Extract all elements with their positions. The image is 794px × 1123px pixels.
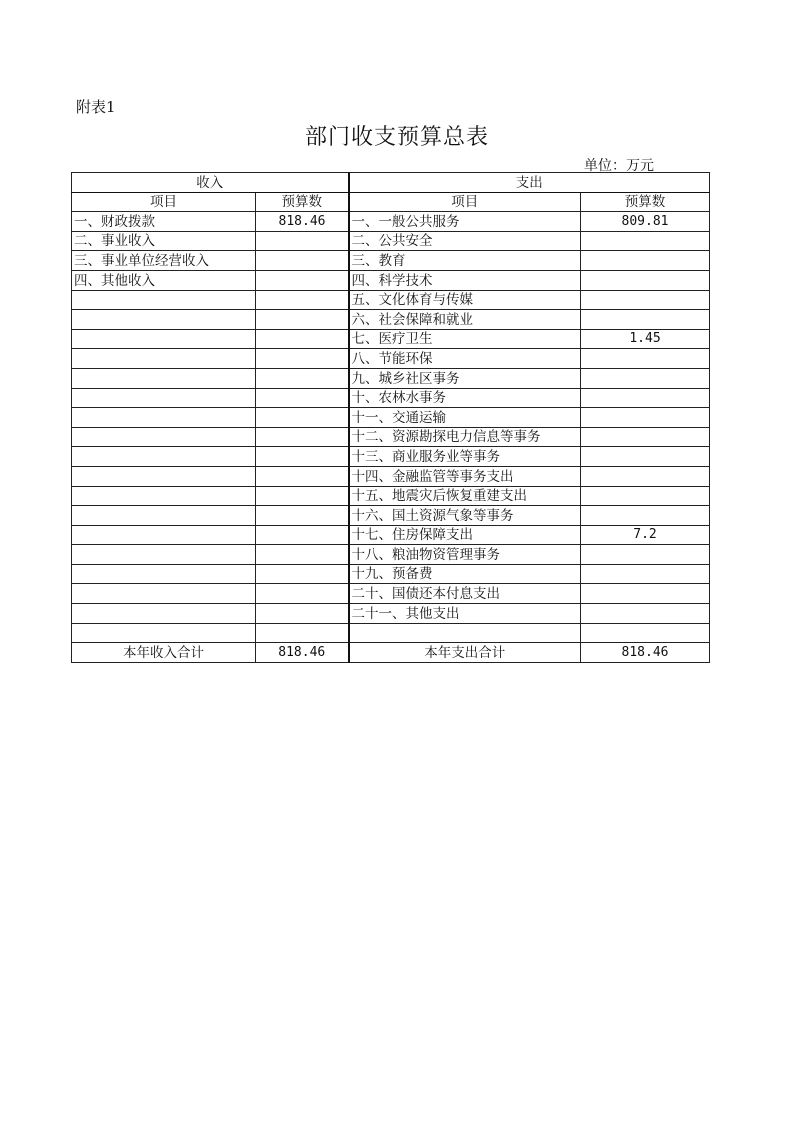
expense-item-cell: 十二、资源勘探电力信息等事务	[349, 427, 581, 447]
table-row	[72, 604, 710, 624]
expense-amount-header: 预算数	[581, 192, 710, 212]
table-row	[72, 310, 710, 330]
expense-item-cell: 十五、地震灾后恢复重建支出	[349, 486, 581, 506]
table-row	[72, 447, 710, 467]
table-row	[72, 270, 710, 290]
expense-item-cell: 十三、商业服务业等事务	[349, 447, 581, 467]
income-item-cell: 一、财政拨款	[72, 212, 256, 232]
expense-amount-cell	[581, 545, 710, 565]
income-item-cell	[72, 525, 256, 545]
expense-item-cell: 十、农林水事务	[349, 388, 581, 408]
income-amount-cell	[256, 427, 349, 447]
income-total-label: 本年收入合计	[72, 643, 256, 663]
income-item-cell: 二、事业收入	[72, 231, 256, 251]
attachment-label: 附表1	[76, 98, 116, 116]
expense-amount-cell	[581, 466, 710, 486]
income-item-cell	[72, 466, 256, 486]
expense-amount-cell: 1.45	[581, 329, 710, 349]
expense-amount-cell	[581, 427, 710, 447]
income-amount-cell	[256, 564, 349, 584]
table-row	[72, 368, 710, 388]
income-item-header: 项目	[72, 192, 256, 212]
income-item-cell	[72, 584, 256, 604]
expense-amount-cell	[581, 604, 710, 624]
expense-amount-cell	[581, 388, 710, 408]
table-row	[72, 231, 710, 251]
expense-amount-cell: 809.81	[581, 212, 710, 232]
expense-item-cell: 五、文化体育与传媒	[349, 290, 581, 310]
income-amount-cell	[256, 231, 349, 251]
expense-amount-cell	[581, 506, 710, 526]
income-amount-cell	[256, 447, 349, 467]
expense-item-cell: 十四、金融监管等事务支出	[349, 466, 581, 486]
table-row	[72, 408, 710, 428]
income-group-header: 收入	[72, 173, 349, 193]
expense-amount-cell	[581, 290, 710, 310]
expense-amount-cell	[581, 564, 710, 584]
table-row	[72, 251, 710, 271]
expense-item-cell: 十一、交通运输	[349, 408, 581, 428]
expense-item-header: 项目	[349, 192, 581, 212]
expense-item-cell: 二十一、其他支出	[349, 604, 581, 624]
table-row	[72, 564, 710, 584]
expense-item-cell: 十八、粮油物资管理事务	[349, 545, 581, 565]
expense-item-cell: 十九、预备费	[349, 564, 581, 584]
table-row	[72, 349, 710, 369]
income-amount-cell	[256, 623, 349, 643]
expense-item-cell: 四、科学技术	[349, 270, 581, 290]
totals-row	[72, 643, 710, 663]
income-amount-cell: 818.46	[256, 212, 349, 232]
page-title: 部门收支预算总表	[304, 125, 489, 150]
expense-amount-cell	[581, 584, 710, 604]
table-row	[72, 388, 710, 408]
expense-amount-cell	[581, 486, 710, 506]
income-item-cell	[72, 329, 256, 349]
expense-amount-cell	[581, 623, 710, 643]
table-row	[72, 212, 710, 232]
expense-item-cell: 一、一般公共服务	[349, 212, 581, 232]
expense-amount-cell	[581, 270, 710, 290]
income-item-cell	[72, 623, 256, 643]
expense-item-cell: 七、医疗卫生	[349, 329, 581, 349]
income-item-cell	[72, 349, 256, 369]
table-row	[72, 466, 710, 486]
income-amount-cell	[256, 545, 349, 565]
expense-item-cell: 十六、国土资源气象等事务	[349, 506, 581, 526]
income-amount-cell	[256, 329, 349, 349]
expense-amount-cell	[581, 349, 710, 369]
income-amount-cell	[256, 486, 349, 506]
income-item-cell	[72, 427, 256, 447]
expense-total-label: 本年支出合计	[349, 643, 581, 663]
income-amount-header: 预算数	[256, 192, 349, 212]
income-item-cell	[72, 310, 256, 330]
income-item-cell	[72, 388, 256, 408]
income-amount-cell	[256, 349, 349, 369]
income-item-cell: 三、事业单位经营收入	[72, 251, 256, 271]
income-amount-cell	[256, 290, 349, 310]
expense-item-cell	[349, 623, 581, 643]
budget-table	[71, 172, 710, 663]
expense-amount-cell	[581, 447, 710, 467]
expense-item-cell: 六、社会保障和就业	[349, 310, 581, 330]
income-item-cell	[72, 545, 256, 565]
group-header-row	[72, 173, 710, 193]
expense-item-cell: 二、公共安全	[349, 231, 581, 251]
table-row	[72, 427, 710, 447]
income-amount-cell	[256, 368, 349, 388]
income-item-cell	[72, 506, 256, 526]
income-total-amount: 818.46	[256, 643, 349, 663]
income-amount-cell	[256, 251, 349, 271]
income-amount-cell	[256, 466, 349, 486]
income-amount-cell	[256, 584, 349, 604]
table-row	[72, 525, 710, 545]
income-amount-cell	[256, 310, 349, 330]
income-amount-cell	[256, 506, 349, 526]
income-item-cell: 四、其他收入	[72, 270, 256, 290]
unit-label: 单位：万元	[584, 158, 654, 174]
income-amount-cell	[256, 388, 349, 408]
expense-item-cell: 二十、国债还本付息支出	[349, 584, 581, 604]
expense-amount-cell	[581, 310, 710, 330]
expense-item-cell: 三、教育	[349, 251, 581, 271]
income-amount-cell	[256, 270, 349, 290]
income-item-cell	[72, 564, 256, 584]
income-item-cell	[72, 368, 256, 388]
table-row	[72, 623, 710, 643]
income-item-cell	[72, 486, 256, 506]
table-row	[72, 584, 710, 604]
expense-amount-cell	[581, 251, 710, 271]
expense-group-header: 支出	[349, 173, 710, 193]
income-item-cell	[72, 447, 256, 467]
income-item-cell	[72, 408, 256, 428]
income-amount-cell	[256, 525, 349, 545]
expense-amount-cell	[581, 368, 710, 388]
income-item-cell	[72, 290, 256, 310]
table-row	[72, 329, 710, 349]
budget-table-body	[72, 173, 710, 663]
income-amount-cell	[256, 604, 349, 624]
column-header-row	[72, 192, 710, 212]
expense-item-cell: 八、节能环保	[349, 349, 581, 369]
expense-amount-cell: 7.2	[581, 525, 710, 545]
expense-total-amount: 818.46	[581, 643, 710, 663]
table-row	[72, 486, 710, 506]
expense-item-cell: 九、城乡社区事务	[349, 368, 581, 388]
income-item-cell	[72, 604, 256, 624]
table-row	[72, 545, 710, 565]
expense-amount-cell	[581, 408, 710, 428]
income-amount-cell	[256, 408, 349, 428]
expense-item-cell: 十七、住房保障支出	[349, 525, 581, 545]
table-row	[72, 506, 710, 526]
table-row	[72, 290, 710, 310]
expense-amount-cell	[581, 231, 710, 251]
